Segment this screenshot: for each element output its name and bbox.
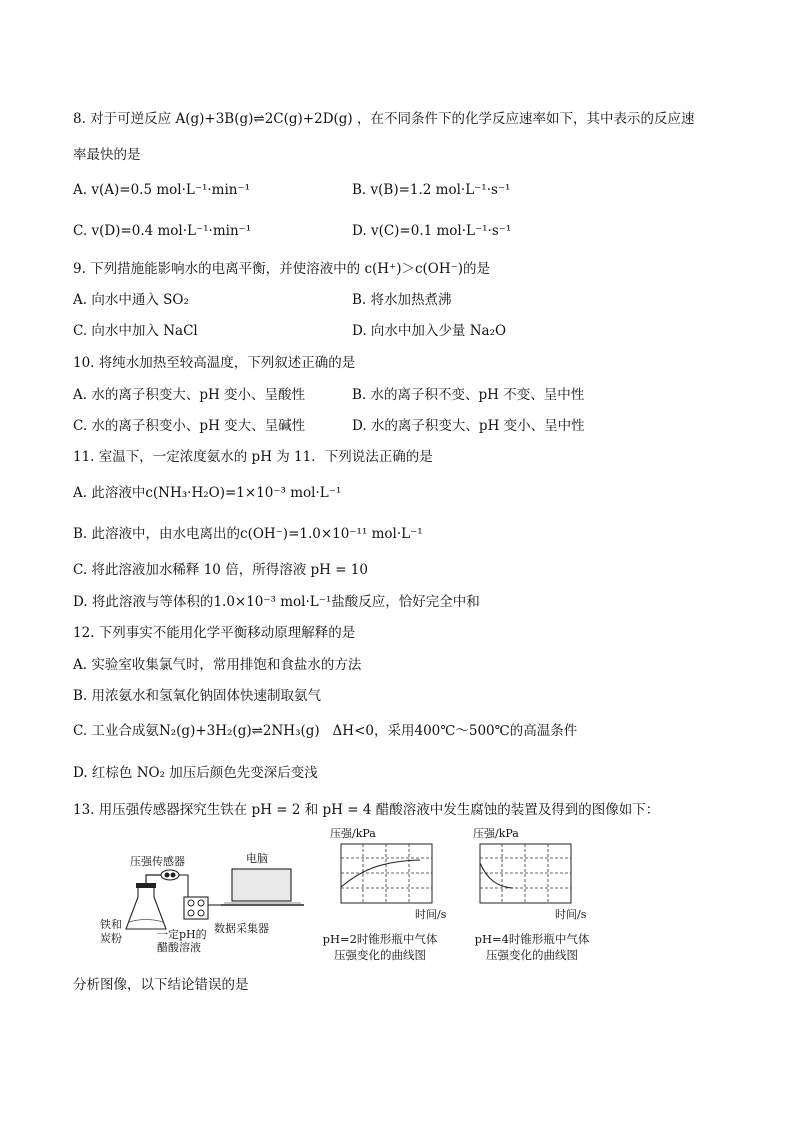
chart1-curve xyxy=(341,860,420,887)
q13-footer: 分析图像，以下结论错误的是 xyxy=(73,977,249,993)
q11-a-expression: c(NH₃·H₂O)=1×10⁻³ mol·L⁻¹ xyxy=(145,485,342,501)
flask-stopper xyxy=(136,883,156,888)
q12-option-a[interactable]: A. 实验室收集氯气时，常用排饱和食盐水的方法 xyxy=(73,657,362,673)
q8-reaction-equation: A(g)+3B(g)⇌2C(g)+2D(g) xyxy=(175,111,353,127)
q12-option-d[interactable]: D. 红棕色 NO₂ 加压后颜色先变深后变浅 xyxy=(73,765,318,781)
chart1-xlabel: 时间/s xyxy=(415,908,447,921)
q11-option-d[interactable]: D. 将此溶液与等体积的1.0×10⁻³ mol·L⁻¹盐酸反应，恰好完全中和 xyxy=(73,594,480,610)
q12-stem: 12. 下列事实不能用化学平衡移动原理解释的是 xyxy=(73,625,356,641)
chart2-caption-line2: 压强变化的曲线图 xyxy=(486,948,578,962)
label-acid-a: 一定pH的 xyxy=(157,928,207,941)
q9-option-b[interactable]: B. 将水加热煮沸 xyxy=(352,292,452,308)
q9-stem: 9. 下列措施能影响水的电离平衡，并使溶液中的 c(H⁺)＞c(OH⁻)的是 xyxy=(73,261,491,277)
chart1-caption-line1: pH=2时锥形瓶中气体 xyxy=(322,932,438,946)
q8-stem-line1 xyxy=(73,110,695,128)
apparatus-diagram xyxy=(96,845,311,960)
data-collector xyxy=(184,897,208,919)
q8-option-d[interactable]: D. v(C)=0.1 mol·L⁻¹·s⁻¹ xyxy=(352,223,512,239)
q11-option-c[interactable]: C. 将此溶液加水稀释 10 倍，所得溶液 pH = 10 xyxy=(73,562,368,578)
q12-c-equation: N₂(g)+3H₂(g)⇌2NH₃(g) xyxy=(158,723,320,739)
q8-stem-part-b: ，在不同条件下的化学反应速率如下，其中表示的反应速 xyxy=(357,111,695,127)
q9-option-a[interactable]: A. 向水中通入 SO₂ xyxy=(73,292,189,308)
label-data-collector: 数据采集器 xyxy=(214,922,269,935)
q8-stem-line2: 率最快的是 xyxy=(73,147,141,163)
chart1-caption-line2: 压强变化的曲线图 xyxy=(334,948,426,962)
label-iron-b: 炭粉 xyxy=(100,932,122,945)
q8-option-c[interactable]: C. v(D)=0.4 mol·L⁻¹·min⁻¹ xyxy=(73,223,252,239)
label-iron-a: 铁和 xyxy=(100,918,122,931)
q11-option-a[interactable]: A. 此溶液中c(NH₃·H₂O)=1×10⁻³ mol·L⁻¹ xyxy=(73,485,342,501)
q11-d-expression: 1.0×10⁻³ mol·L⁻¹ xyxy=(213,594,332,610)
q11-option-b[interactable]: B. 此溶液中，由水电离出的c(OH⁻)=1.0×10⁻¹¹ mol·L⁻¹ xyxy=(73,526,423,542)
chart2-ylabel: 压强/kPa xyxy=(473,827,519,840)
chart1-plot xyxy=(340,843,438,908)
pressure-sensor xyxy=(161,870,179,880)
q10-stem: 10. 将纯水加热至较高温度，下列叙述正确的是 xyxy=(73,355,356,371)
chart2-xlabel: 时间/s xyxy=(555,908,587,921)
q11-stem: 11. 室温下，一定浓度氨水的 pH 为 11．下列说法正确的是 xyxy=(73,449,433,465)
chart2-caption-line1: pH=4时锥形瓶中气体 xyxy=(474,932,590,946)
chart2-curve xyxy=(480,863,513,888)
q12-option-b[interactable]: B. 用浓氨水和氢氧化钠固体快速制取氨气 xyxy=(73,688,322,704)
q9-option-d[interactable]: D. 向水中加入少量 Na₂O xyxy=(352,323,507,339)
q10-option-c[interactable]: C. 水的离子积变小、pH 变大、呈碱性 xyxy=(73,418,306,434)
chart2-plot xyxy=(479,843,577,908)
label-computer: 电脑 xyxy=(246,852,268,865)
q13-stem: 13. 用压强传感器探究生铁在 pH = 2 和 pH = 4 醋酸溶液中发生腐蚀的装置及得到的图像如下： xyxy=(73,802,660,818)
computer-monitor xyxy=(232,869,291,901)
conical-flask xyxy=(126,887,166,929)
q10-option-d[interactable]: D. 水的离子积变大、pH 变小、呈中性 xyxy=(352,418,585,434)
label-pressure-sensor: 压强传感器 xyxy=(130,855,185,868)
q12-option-c[interactable]: C. 工业合成氨N₂(g)+3H₂(g)⇌2NH₃(g) ΔH<0，采用400℃～500℃的高温条件 xyxy=(73,723,578,739)
q10-option-b[interactable]: B. 水的离子积不变、pH 不变、呈中性 xyxy=(352,387,585,403)
q8-option-b[interactable]: B. v(B)=1.2 mol·L⁻¹·s⁻¹ xyxy=(352,182,511,198)
q11-b-expression: c(OH⁻)=1.0×10⁻¹¹ mol·L⁻¹ xyxy=(240,526,423,542)
q10-option-a[interactable]: A. 水的离子积变大、pH 变小、呈酸性 xyxy=(73,387,306,403)
q8-stem-part-a: 8. 对于可逆反应 xyxy=(73,111,172,127)
label-acid-b: 醋酸溶液 xyxy=(157,941,201,954)
chart1-ylabel: 压强/kPa xyxy=(330,827,376,840)
q8-option-a[interactable]: A. v(A)=0.5 mol·L⁻¹·min⁻¹ xyxy=(73,182,251,198)
q9-option-c[interactable]: C. 向水中加入 NaCl xyxy=(73,323,198,339)
q12-c-enthalpy: ΔH<0 xyxy=(332,723,374,739)
